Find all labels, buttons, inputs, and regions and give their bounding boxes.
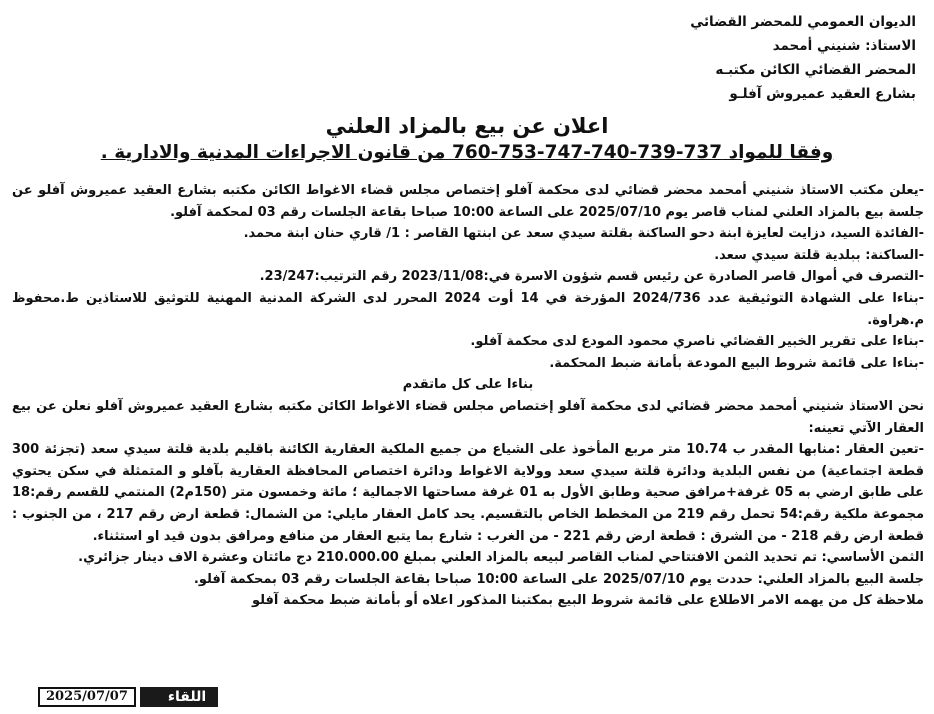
notice-body [12,180,924,612]
paragraph-residence: -الساكنة: ببلدية قلتة سيدي سعد. [714,247,924,263]
paragraph-disposal: -التصرف في أموال قاصر الصادرة عن رئيس قسم شؤون الاسرة في:2023/11/08 رقم الترتيب:23/247. [259,269,924,285]
paragraph-beneficiary: -الفائدة السيد، دزايت لعايزة ابنة دحو الساكنة بقلتة سيدي سعد عن ابنتها القاصر : 1/ قاري حنان ابنة محمد. [243,226,924,242]
notice-subtitle: وفقا للمواد 737-739-740-747-753-760 من قانون الاجراءات المدنية والادارية . [100,142,834,163]
paragraph-note: ملاحظة كل من يهمه الامر الاطلاع على قائمة شروط البيع بمكتبنا المذكور اعلاه أو بأمانة ضبط محكمة آفلو [251,593,924,609]
header-line-4: بشارع العقيد عميروش آفلـو [729,86,916,102]
publication-footer [38,687,218,707]
header-line-2: الاستاذ: شنيني أمحمد [772,38,916,54]
paragraph-sale-conditions: -بناءا على قائمة شروط البيع المودعة بأمانة ضبط المحكمة. [549,355,924,371]
notice-title: اعلان عن بيع بالمزاد العلني [325,114,609,138]
header-line-1: الديوان العمومي للمحضر القضائي [690,14,916,30]
paragraph-notarial-certificate: -بناءا على الشهادة التوثيقية عدد 2024/736 المؤرخة في 14 أوت 2024 المحرر لدى الشركة المدنية المهنية للتوثيق للاستاذين ط.محفوظ م.هراوة. [12,290,924,328]
newspaper-name: اللقاء [140,687,218,707]
paragraph-declaration: نحن الاستاذ شنيني أمحمد محضر قضائي لدى محكمة آفلو إختصاص مجلس قضاء الاغواط الكائن مكتبه بشارع العقيد عميروش آفلو نعلن عن بيع العقار الآتي تعينه: [12,398,924,436]
paragraph-expert-report: -بناءا على تقرير الخبير القضائي ناصري محمود المودع لدى محكمة آفلو. [470,334,924,350]
header-line-3: المحضر القضائي الكائن مكتبـه [715,62,916,78]
paragraph-base-price: الثمن الأساسي: تم تحديد الثمن الافتتاحي لمناب القاصر لبيعه بالمزاد العلني بمبلغ 210.000.00 دج مائتان وعشرة الاف دينار جزائري. [78,550,924,566]
paragraph-property-description: -تعين العقار :منابها المقدر ب 10.74 متر مربع المأخوذ على الشياع من جميع الملكية العقارية الكائنة باقليم بلدية قلتة سيدي سعد (تجزئة 300 قطعة اجتماعية) من نفس البلدية ودائرة قلتة سيدي سعد وولاية الاغواط ودائرة اختصاص المحافظة العقارية بآفلو و المتمثلة في سكن يحتوي على طابق ارضي به 05 غرفة+مرافق صحية وطابق الأول به 01 غرفة مساحتها الاجمالية ؛ مائة وخمسون متر (150م2) المنتمي للقسم رقم:18 مجموعة ملكية رقم:54 تحمل رقم 219 من المخطط الخاص بالتقسيم. يحد كامل العقار مايلي: من الشمال: قطعة ارض رقم 217 ، من الجنوب : قطعة ارض رقم 218 - من الشرق : قطعة ارض رقم 221 - من الغرب : شارع بما يتبع العقار من منافع ومرافق بدون قيد او استثناء. [12,442,924,544]
notice-title-block [60,112,874,166]
paragraph-announcement: -يعلن مكتب الاستاذ شنيني أمحمد محضر قضائي لدى محكمة آفلو إختصاص مجلس قضاء الاغواط الكائن مكتبه بشارع العقيد عميروش آفلو عن جلسة بيع بالمزاد العلني لمناب قاصر يوم 2025/07/10 على الساعة 10:00 صباحا بقاعة الجلسات رقم 03 لمحكمة آفلو. [12,183,924,220]
paragraph-auction-session: جلسة البيع بالمزاد العلني: حددت يوم 2025/07/10 على الساعة 10:00 صباحا بقاعة الجلسات رقم 03 بمحكمة آفلو. [193,571,924,587]
paragraph-based-on: بناءا على كل ماتقدم [402,377,534,393]
bailiff-header [516,10,916,106]
publication-date: 2025/07/07 [38,687,136,707]
